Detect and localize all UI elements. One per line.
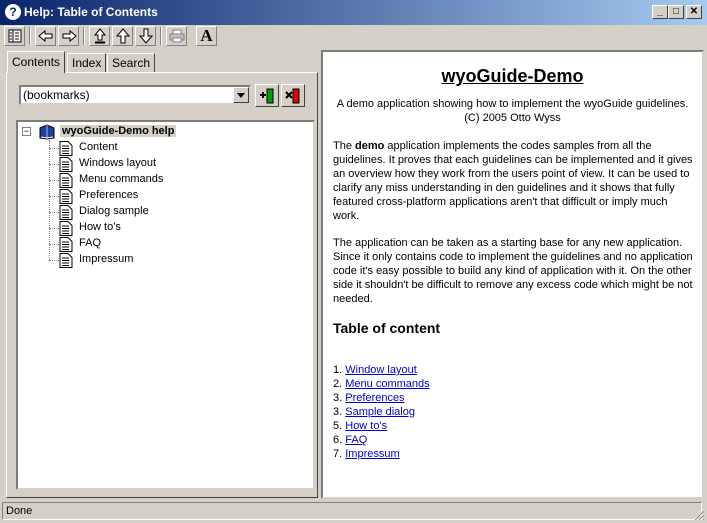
bookmark-remove-icon	[284, 87, 302, 105]
bookmarks-select[interactable]	[19, 85, 251, 105]
printer-icon	[169, 29, 185, 43]
tree-item-label: Windows layout	[79, 157, 157, 169]
close-button[interactable]: ✕	[686, 5, 702, 19]
toc-link-faq[interactable]: FAQ	[345, 434, 368, 446]
chevron-down-icon[interactable]	[233, 87, 249, 103]
contents-panel-icon	[8, 29, 22, 43]
forward-button[interactable]	[58, 26, 79, 46]
copyright-line: (C) 2005 Otto Wyss	[464, 112, 561, 124]
font-button[interactable]: A	[196, 26, 217, 46]
toolbar-separator	[83, 27, 85, 45]
title-bar[interactable]	[0, 0, 707, 25]
up-button[interactable]	[89, 26, 110, 46]
page-icon	[59, 221, 73, 236]
print-button[interactable]	[166, 26, 187, 46]
page-subtitle	[323, 97, 702, 125]
page-icon	[59, 253, 73, 268]
toc-link-sample-dialog[interactable]: Sample dialog	[345, 406, 415, 418]
toolbar-separator	[160, 27, 162, 45]
toc-link-preferences[interactable]: Preferences	[345, 392, 405, 404]
bookmarks-value: (bookmarks)	[23, 88, 90, 102]
arrow-down-icon	[139, 28, 153, 44]
toc-item: 3. Preferences	[333, 392, 405, 404]
page-icon	[59, 189, 73, 204]
window-title: Help: Table of Contents	[24, 5, 158, 19]
intro-paragraph: The demo application implements the codes samples from all the guidelines. It proves that each guidelines can be implemented and it gives an overview how they work from the users point of view. It can be used to clarify any miss understanding in den guidelines and it shows that fully featured cross-platform applications aren't that difficult or imply much work.	[333, 140, 693, 222]
page-icon	[59, 157, 73, 172]
toc-link-window-layout[interactable]: Window layout	[345, 364, 417, 376]
collapse-icon[interactable]: −	[23, 126, 30, 136]
arrow-left-icon	[38, 29, 54, 43]
tree-item-label: Dialog sample	[79, 205, 149, 217]
contents-panel	[6, 72, 318, 498]
bold-term: demo	[355, 140, 385, 152]
contents-tree[interactable]	[16, 120, 315, 490]
page-icon	[59, 237, 73, 252]
status-bar	[0, 500, 707, 523]
toc-item: 2. Menu commands	[333, 378, 430, 390]
toc-item: 7. Impressum	[333, 448, 400, 460]
resize-grip-icon[interactable]	[693, 509, 705, 521]
arrow-right-icon	[61, 29, 77, 43]
toc-item: 5. How to's	[333, 420, 388, 432]
toc-item: 6. FAQ	[333, 434, 368, 446]
toc-heading: Table of content	[333, 320, 441, 336]
tree-guide-line	[49, 140, 50, 260]
next-button[interactable]	[135, 26, 156, 46]
tab-contents[interactable]: Contents	[7, 51, 65, 73]
tree-item-label: FAQ	[79, 237, 102, 249]
add-bookmark-button[interactable]	[255, 84, 279, 107]
tree-item-label: Menu commands	[79, 173, 164, 185]
book-icon	[38, 124, 56, 140]
tab-index[interactable]: Index	[67, 53, 106, 72]
toc-list	[333, 363, 430, 461]
page-title: wyoGuide-Demo	[441, 66, 584, 86]
remove-bookmark-button[interactable]	[281, 84, 305, 107]
tree-item-label: How to's	[79, 221, 121, 233]
toc-link-impressum[interactable]: Impressum	[345, 448, 400, 460]
bookmark-add-icon	[258, 87, 276, 105]
toggle-contents-button[interactable]	[4, 26, 25, 46]
toc-link-how-tos[interactable]: How to's	[345, 420, 388, 432]
navigation-pane	[3, 50, 318, 499]
tree-item-label: Content	[79, 141, 118, 153]
subtitle-line: A demo application showing how to implement the wyoGuide guidelines.	[336, 98, 689, 110]
back-button[interactable]	[35, 26, 56, 46]
toc-item: 3. Sample dialog	[333, 406, 415, 418]
page-icon	[59, 141, 73, 156]
toolbar-separator	[29, 27, 31, 45]
tree-item-label: Impressum	[79, 253, 134, 265]
tree-root-label: wyoGuide-Demo help	[62, 125, 175, 137]
minimize-button[interactable]: _	[652, 5, 668, 19]
tree-item-label: Preferences	[79, 189, 139, 201]
arrow-up-bar-icon	[93, 28, 107, 44]
toolbar	[0, 25, 707, 49]
arrow-up-icon	[116, 28, 130, 44]
toc-link-menu-commands[interactable]: Menu commands	[345, 378, 430, 390]
previous-button[interactable]	[112, 26, 133, 46]
tree-root[interactable]	[22, 124, 302, 140]
maximize-button[interactable]: □	[668, 5, 684, 19]
help-icon: ?	[5, 4, 21, 20]
toc-item: 1. Window layout	[333, 364, 417, 376]
content-pane[interactable]	[321, 50, 704, 499]
base-paragraph: The application can be taken as a starting base for any new application. Since it only contains code to implement the guidelines and no application code it's easy possible to build any kind of application with it. On the other side it shouldn't be difficult to remove any excess code which might be not needed.	[333, 237, 693, 305]
page-icon	[59, 205, 73, 220]
tab-search[interactable]: Search	[107, 53, 155, 72]
status-text: Done	[2, 502, 702, 520]
page-icon	[59, 173, 73, 188]
